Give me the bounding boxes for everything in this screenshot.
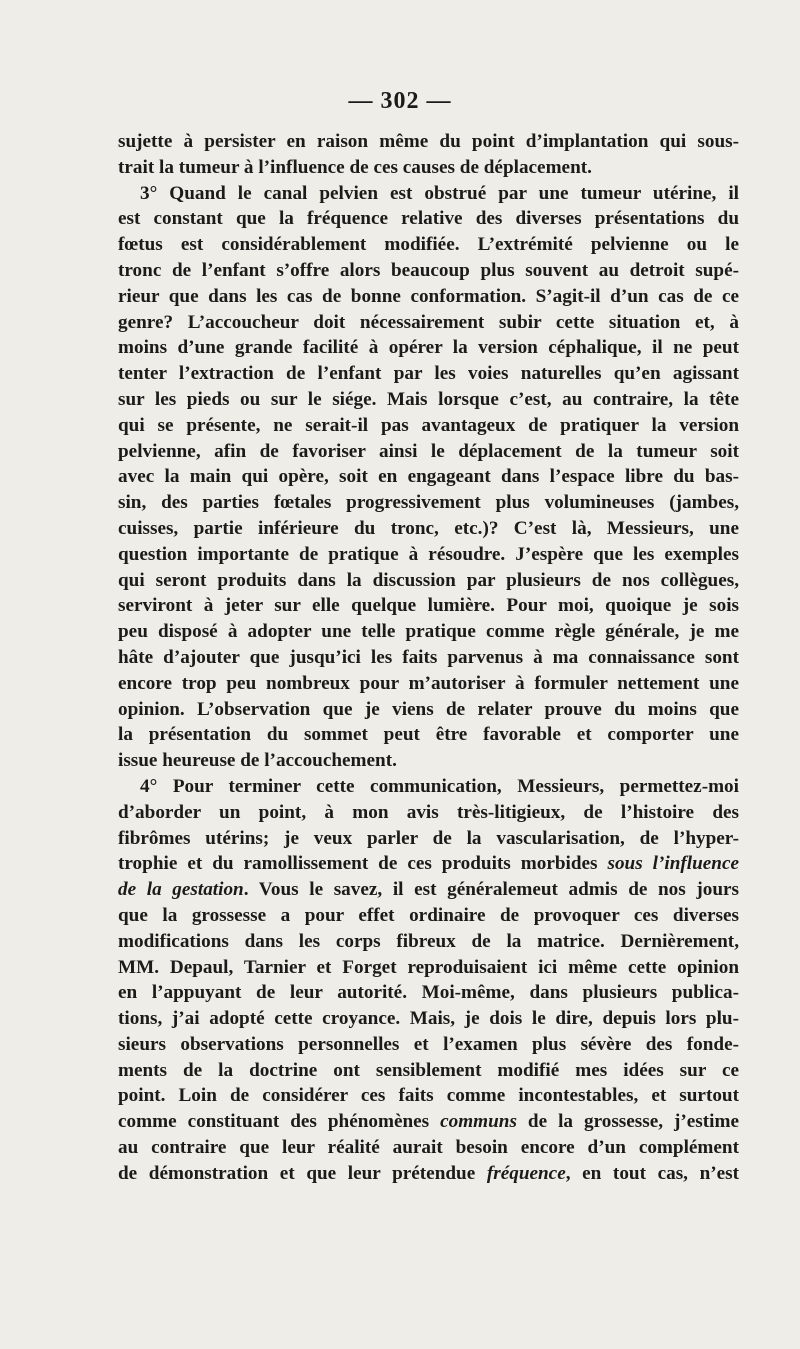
text-line: serviront à jeter sur elle quelque lumière. Pour moi, quoique je sois [118, 595, 739, 617]
text-line-with-italic [118, 851, 739, 877]
text-line: qui seront produits dans la discussion par plusieurs de nos collègues, [118, 569, 739, 591]
italic-word: communs [440, 1111, 517, 1133]
text-line: avec la main qui opère, soit en engageant dans l’espace libre du bas- [118, 466, 739, 488]
italic-phrase: de la gestation [118, 879, 244, 901]
text-fragment: , en tout cas, n’est [565, 1162, 739, 1184]
text-line: est constant que la fréquence relative des diverses présentations du [118, 208, 739, 230]
text-fragment: de la grossesse, j’estime [516, 1111, 739, 1133]
text-fragment: comme constituant des phénomènes [118, 1111, 430, 1133]
text-line: issue heureuse de l’accouchement. [118, 750, 397, 772]
text-line: 4° Pour terminer cette communication, Messieurs, permettez-moi [140, 775, 739, 797]
italic-word: fréquence [486, 1162, 566, 1184]
text-line: point. Loin de considérer ces faits comme incontestables, et surtout [118, 1085, 739, 1107]
text-line: que la grossesse a pour effet ordinaire de provoquer ces diverses [118, 904, 739, 926]
text-line: la présentation du sommet peut être favorable et comporter une [118, 724, 739, 746]
text-line: opinion. L’observation que je viens de relater prouve du moins que [118, 698, 739, 720]
text-line: tenter l’extraction de l’enfant par les voies naturelles qu’en agissant [118, 363, 739, 385]
text-line: cuisses, partie inférieure du tronc, etc.)? C’est là, Messieurs, une [118, 517, 739, 539]
text-line: modifications dans les corps fibreux de la matrice. Dernièrement, [118, 930, 739, 952]
text-line: fœtus est considérablement modifiée. L’extrémité pelvienne ou le [118, 234, 739, 256]
text-line: sur les pieds ou sur le siége. Mais lorsque c’est, au contraire, la tête [118, 388, 739, 410]
text-line: qui se présente, ne serait-il pas avantageux de pratiquer la version [118, 414, 739, 436]
text-line: rieur que dans les cas de bonne conformation. S’agit-il d’un cas de ce [118, 285, 739, 307]
text-line: fibrômes utérins; je veux parler de la vascularisation, de l’hyper- [118, 827, 739, 849]
text-line-with-italic [118, 1109, 739, 1135]
text-line: peu disposé à adopter une telle pratique comme règle générale, je me [118, 621, 739, 643]
text-line: en l’appuyant de leur autorité. Moi-même, dans plusieurs publica- [118, 982, 739, 1004]
text-line: ments de la doctrine ont sensiblement modifié mes idées sur ce [118, 1059, 739, 1081]
text-fragment: . Vous le savez, il est généralemeut admis de nos jours [243, 879, 739, 901]
text-fragment [475, 1163, 487, 1184]
text-line: genre? L’accoucheur doit nécessairement subir cette situation et, à [118, 311, 739, 333]
text-line: tronc de l’enfant s’offre alors beaucoup plus souvent au detroit supé- [118, 259, 739, 281]
text-line: au contraire que leur réalité aurait besoin encore d’un complément [118, 1137, 739, 1159]
text-line: moins d’une grande facilité à opérer la version céphalique, il ne peut [118, 337, 739, 359]
text-line: tions, j’ai adopté cette croyance. Mais, je dois le dire, depuis lors plu- [118, 1008, 739, 1030]
text-line-with-italic [118, 1161, 739, 1187]
text-fragment [598, 853, 608, 874]
text-line-with-italic [118, 877, 739, 903]
text-line: sieurs observations personnelles et l’examen plus sévère des fonde- [118, 1033, 739, 1055]
text-fragment: trophie et du ramollissement de ces produits morbides [118, 853, 598, 875]
text-line: hâte d’ajouter que jusqu’ici les faits parvenus à ma connaissance sont [118, 646, 739, 668]
text-line: question importante de pratique à résoudre. J’espère que les exemples [118, 543, 739, 565]
text-line: sin, des parties fœtales progressivement plus volumineuses (jambes, [118, 492, 739, 514]
page-number: — 302 — [348, 88, 452, 114]
text-line: d’aborder un point, à mon avis très-litigieux, de l’histoire des [118, 801, 739, 823]
text-line: pelvienne, afin de favoriser ainsi le déplacement de la tumeur soit [118, 440, 739, 462]
text-line: 3° Quand le canal pelvien est obstrué par une tumeur utérine, il [140, 182, 739, 204]
text-line: MM. Depaul, Tarnier et Forget reproduisaient ici même cette opinion [118, 956, 739, 978]
body-text [118, 129, 739, 1187]
text-line: encore trop peu nombreux pour m’autoriser à formuler nettement une [118, 672, 739, 694]
text-line: sujette à persister en raison même du point d’implantation qui sous- [118, 131, 739, 152]
italic-phrase: sous l’influence [607, 853, 739, 875]
text-fragment: de démonstration et que leur prétendue [118, 1162, 476, 1184]
text-line: trait la tumeur à l’influence de ces causes de déplacement. [118, 156, 592, 178]
text-fragment [429, 1111, 440, 1132]
